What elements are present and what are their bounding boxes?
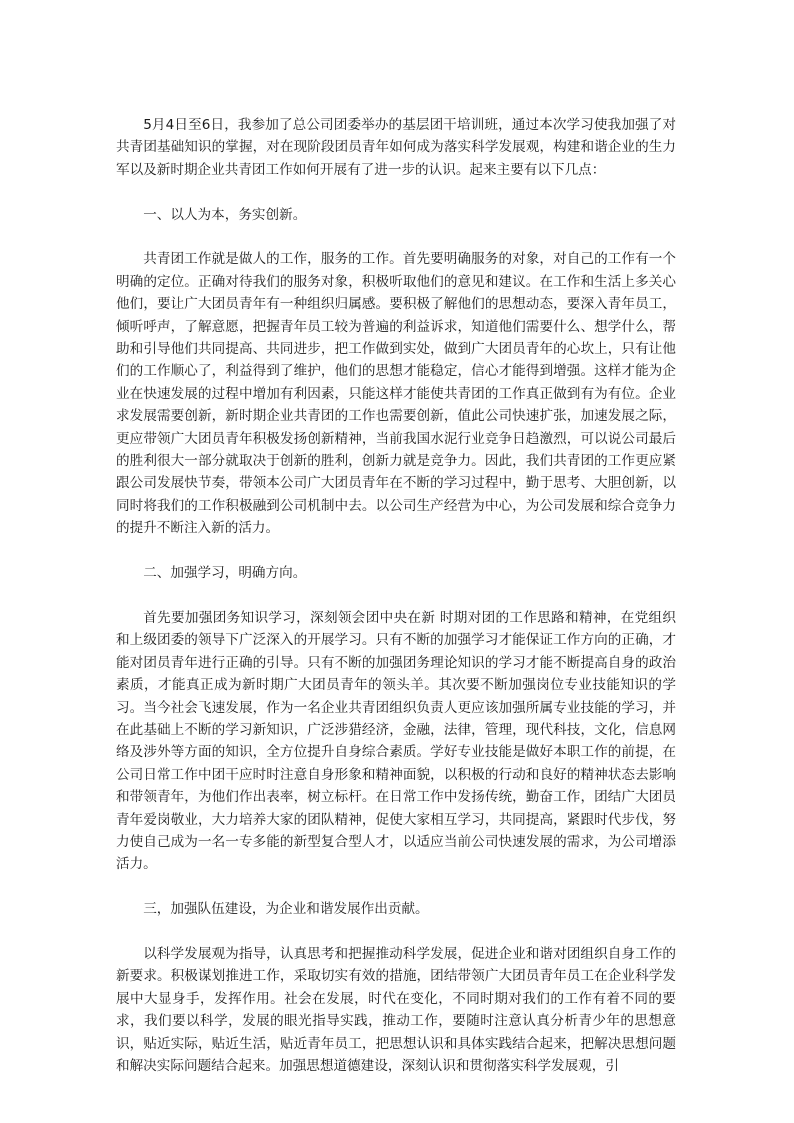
section-body-3: 以科学发展观为指导，认真思考和把握推动科学发展，促进企业和谐对团组织自身工作的新要求。积极谋划推进工作，采取切实有效的措施，团结带领广大团员青年员工在企业科学发展中大显身手，发挥作用。社会在发展，时代在变化，不同时期对我们的工作有着不同的要求，我们要以科学，发展的眼光指导实践，推动工作，要随时注意认真分析青少年的思想意识，贴近实际，贴近生活，贴近青年员工，把思想认识和具体实践结合起来，把解决思想问题和解决实际问题结合起来。加强思想道德建设，深刻认识和贯彻落实科学发展观，引 bbox=[116, 945, 676, 1074]
section-body-2: 首先要加强团务知识学习，深刻领会团中央在新 时期对团的工作思路和精神，在党组织和上级团委的领导下广泛深入的开展学习。只有不断的加强学习才能保证工作方向的正确，才能对团员青年进行正确的引导。只有不断的加强团务理论知识的学习才能不断提高自身的政治素质，才能真正成为新时期广大团员青年的领头羊。其次要不断加强岗位专业技能知识的学习。当今社会飞速发展，作为一名企业共青团组织负责人更应该加强所属专业技能的学习，并在此基础上不断的学习新知识，广泛涉猎经济，金融，法律，管理，现代科技，文化，信息网络及涉外等方面的知识，全方位提升自身综合素质。学好专业技能是做好本职工作的前提，在公司日常工作中团干应时时注意自身形象和精神面貌，以积极的行动和良好的精神状态去影响和带领青年，为他们作出表率，树立标杆。在日常工作中发扬传统，勤奋工作，团结广大团员青年爱岗敬业，大力培养大家的团队精神，促使大家相互学习，共同提高，紧跟时代步伐，努力使自己成为一名一专多能的新型复合型人才，以适应当前公司快速发展的需求，为公司增添活力。 bbox=[116, 609, 676, 873]
paragraph-spacer bbox=[116, 921, 676, 943]
document-page bbox=[116, 114, 676, 1077]
paragraph-spacer bbox=[116, 226, 676, 248]
section-heading-1: 一、以人为本，务实创新。 bbox=[143, 206, 307, 223]
intro-paragraph: 5月4日至6日，我参加了总公司团委举办的基层团干培训班，通过本次学习使我加强了对共青团基础知识的掌握，对在现阶段团员青年如何成为落实科学发展观，构建和谐企业的生力军以及新时期企业共青团工作如何开展有了进一步的认识。起来主要有以下几点： bbox=[116, 117, 676, 178]
paragraph-spacer bbox=[116, 181, 676, 203]
section-body-1: 共青团工作就是做人的工作，服务的工作。首先要明确服务的对象，对自己的工作有一个明确的定位。正确对待我们的服务对象，积极听取他们的意见和建议。在工作和生活上多关心他们，要让广大团员青年有一种组织归属感。要积极了解他们的思想动态，要深入青年员工，倾听呼声，了解意愿，把握青年员工较为普遍的利益诉求，知道他们需要什么、想学什么，帮助和引导他们共同提高、共同进步，把工作做到实处，做到广大团员青年的心坎上，只有让他们的工作顺心了，利益得到了维护，他们的思想才能稳定，信心才能得到增强。这样才能为企业在快速发展的过程中增加有利因素，只能这样才能使共青团的工作真正做到有为有位。企业求发展需要创新，新时期企业共青团的工作也需要创新，值此公司快速扩张，加速发展之际，更应带领广大团员青年积极发扬创新精神，当前我国水泥行业竞争日趋激烈，可以说公司最后的胜利很大一部分就取决于创新的胜利，创新力就是竞争力。因此，我们共青团的工作更应紧跟公司发展快节奏，带领本公司广大团员青年在不断的学习过程中，勤于思考、大胆创新，以同时将我们的工作积极融到公司机制中去。以公司生产经营为中心，为公司发展和综合竞争力的提升不断注入新的活力。 bbox=[116, 251, 676, 537]
paragraph-spacer bbox=[116, 540, 676, 562]
section-heading-3: 三，加强队伍建设，为企业和谐发展作出贡献。 bbox=[143, 901, 429, 918]
paragraph-spacer bbox=[116, 876, 676, 898]
section-heading-2: 二、加强学习，明确方向。 bbox=[143, 565, 307, 582]
paragraph-spacer bbox=[116, 584, 676, 606]
